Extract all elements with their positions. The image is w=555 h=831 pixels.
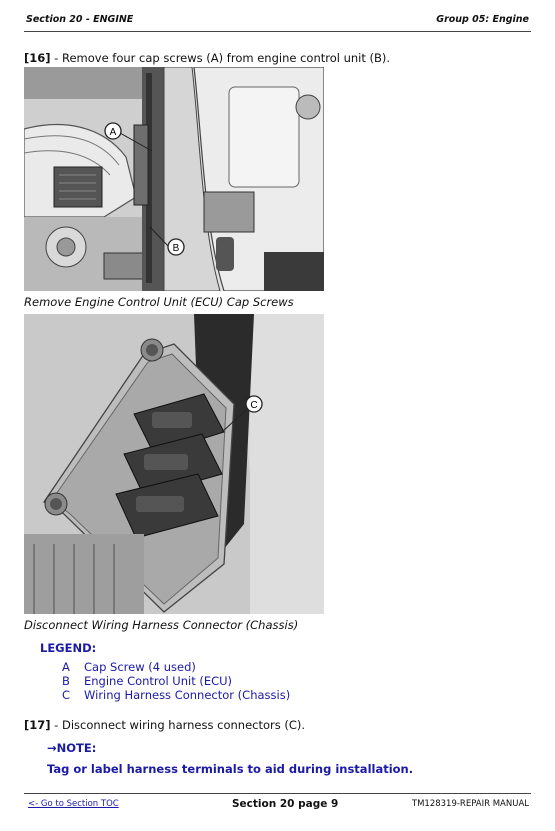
callout-b: B	[172, 243, 180, 254]
legend-item	[62, 688, 290, 702]
manual-id: TM128319-REPAIR MANUAL	[411, 799, 529, 809]
callout-a: A	[109, 127, 117, 138]
page-footer	[28, 798, 529, 812]
legend-key: B	[62, 674, 70, 688]
step-16	[24, 51, 390, 65]
page-header	[26, 14, 529, 30]
group-title: Group 05: Engine	[436, 14, 529, 25]
legend-key: C	[62, 688, 71, 702]
legend-label: Cap Screw (4 used)	[84, 660, 196, 674]
step-17-number: [17]	[24, 718, 51, 732]
page-number: Section 20 page 9	[232, 798, 339, 810]
legend-item	[62, 674, 232, 688]
callout-c: C	[250, 400, 258, 411]
section-title: Section 20 - ENGINE	[26, 14, 134, 25]
step-17	[24, 718, 305, 732]
header-divider	[24, 31, 531, 32]
footer-divider	[24, 793, 531, 794]
legend-label: Engine Control Unit (ECU)	[84, 674, 233, 688]
section-toc-link[interactable]: <- Go to Section TOC	[28, 799, 119, 809]
figure-1-caption: Remove Engine Control Unit (ECU) Cap Screws	[24, 295, 294, 309]
figure-ecu-cap-screws	[24, 67, 324, 291]
figure-harness-connectors	[24, 314, 324, 614]
note-label: →NOTE:	[47, 741, 97, 755]
step-16-text: - Remove four cap screws (A) from engine control unit (B).	[50, 51, 391, 65]
legend-title: LEGEND:	[40, 641, 97, 655]
legend-label: Wiring Harness Connector (Chassis)	[84, 688, 291, 702]
step-16-number: [16]	[24, 51, 51, 65]
step-17-text: - Disconnect wiring harness connectors (C).	[50, 718, 306, 732]
legend-key: A	[62, 660, 70, 674]
figure-2-caption: Disconnect Wiring Harness Connector (Chassis)	[24, 618, 299, 632]
legend-item	[62, 660, 196, 674]
note-text: Tag or label harness terminals to aid during installation.	[47, 762, 414, 776]
